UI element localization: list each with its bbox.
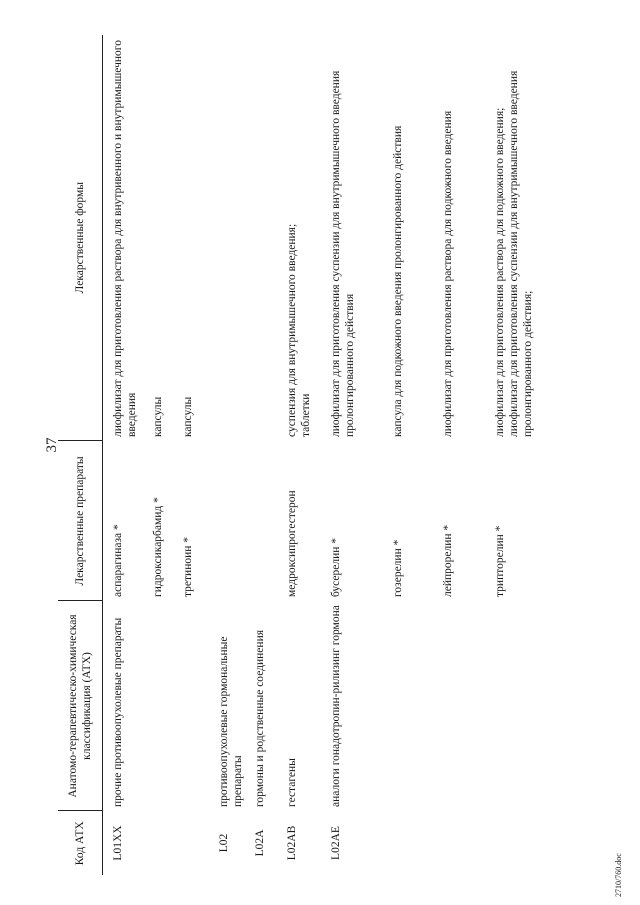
cell-forms [277, 35, 321, 441]
filler-cell [557, 35, 609, 441]
cell-forms [209, 35, 245, 441]
dosage-form: лиофилизат для приготовления раствора для подкожного введения [441, 110, 454, 437]
dosage-form: капсула для подкожного введения пролонгированного действия [391, 125, 404, 437]
cell-forms [143, 35, 173, 441]
cell-code: L01XX [112, 825, 124, 861]
dosage-form: капсулы [181, 396, 194, 437]
table-body [103, 35, 609, 875]
cell-code [485, 811, 557, 875]
filler-cell [557, 811, 609, 875]
cell-drug: трипторелин * [493, 525, 506, 597]
table-row [383, 35, 433, 875]
cell-code [173, 811, 209, 875]
cell-classification [143, 601, 173, 811]
cell-forms [173, 35, 209, 441]
cell-drug: гозерелин * [391, 539, 404, 597]
header-drugs: Лекарственные препараты [58, 441, 103, 601]
cell-classification: противоопухолевые гормональные препараты [217, 636, 244, 807]
cell-drug: гидроксикарбамид * [151, 497, 164, 597]
atx-drug-table [58, 35, 608, 875]
table-row [143, 35, 173, 875]
table-filler-row [557, 35, 609, 875]
cell-code: L02A [253, 829, 266, 857]
cell-forms [245, 35, 277, 441]
filler-cell [557, 441, 609, 601]
cell-drug: третиноин * [181, 536, 194, 597]
cell-code: L02AB [285, 825, 298, 861]
cell-classification: гормоны и родственные соединения [253, 629, 266, 807]
cell-drug: медроксипрогестерон [285, 490, 298, 597]
cell-forms [383, 35, 433, 441]
cell-drug [209, 441, 245, 601]
table-row [485, 35, 557, 875]
dosage-form: суспензия для внутримышечного введения; [285, 223, 298, 437]
cell-classification [383, 601, 433, 811]
cell-forms [433, 35, 485, 441]
dosage-form: лиофилизат для приготовления раствора для подкожного введения; [493, 107, 506, 437]
cell-drug: аспарагиназа * [112, 524, 124, 597]
table-row [433, 35, 485, 875]
table-header-row [58, 35, 103, 875]
filler-cell [557, 601, 609, 811]
cell-drug [245, 441, 277, 601]
cell-code [383, 811, 433, 875]
dosage-form: таблетки [299, 393, 312, 437]
cell-classification: прочие противоопухолевые препараты [112, 617, 124, 807]
cell-drug: лейпрорелин * [441, 524, 454, 597]
table-row [321, 35, 383, 875]
cell-classification [433, 601, 485, 811]
table-row [209, 35, 245, 875]
header-code: Код АТХ [58, 811, 103, 875]
cell-code [143, 811, 173, 875]
cell-forms [103, 35, 143, 441]
page-number: 37 [44, 437, 60, 453]
table-row [173, 35, 209, 875]
dosage-form: лиофилизат для приготовления суспензии для внутримышечного введения пролонгированного действия; [507, 70, 534, 437]
header-forms: Лекарственные формы [58, 35, 103, 441]
cell-classification [485, 601, 557, 811]
dosage-form: лиофилизат для приготовления суспензии для внутримышечного введения пролонгированного действия [329, 70, 356, 437]
cell-forms [485, 35, 557, 441]
cell-code: L02AE [329, 826, 342, 860]
dosage-form: лиофилизат для приготовления раствора для внутривенного и внутримышечного введения [112, 40, 138, 437]
table-row [103, 35, 143, 875]
cell-drug: бусерелин * [329, 537, 342, 597]
dosage-form: капсулы [151, 396, 164, 437]
cell-code: L02 [217, 833, 230, 853]
table-row [245, 35, 277, 875]
document-id: 2710/760.doc [614, 853, 623, 897]
cell-code [433, 811, 485, 875]
table-row [277, 35, 321, 875]
cell-classification: аналоги гонадотропин-рилизинг гормона [329, 605, 342, 807]
cell-classification [173, 601, 209, 811]
cell-classification: гестагены [285, 758, 298, 807]
header-classification: Анатомо-терапевтическо-химическая классификация (АТХ) [58, 601, 103, 811]
cell-forms [321, 35, 383, 441]
